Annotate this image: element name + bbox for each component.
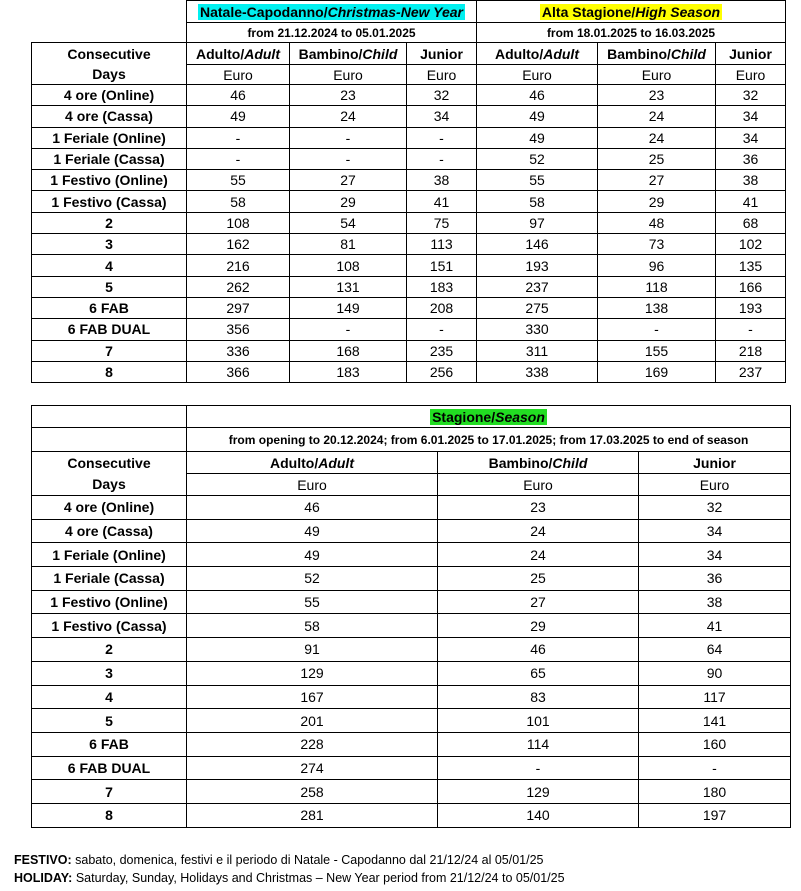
price-cell: 336	[187, 340, 290, 361]
price-cell: 58	[187, 614, 438, 638]
price-cell: 108	[187, 212, 290, 233]
row-label: 1 Feriale (Online)	[32, 127, 187, 148]
row-label: 3	[32, 661, 187, 685]
price-cell: 97	[477, 212, 598, 233]
period-high-season-dates: from 18.01.2025 to 16.03.2025	[477, 23, 786, 43]
price-cell: 275	[477, 297, 598, 318]
price-cell: 113	[407, 234, 477, 255]
price-cell: 201	[187, 709, 438, 733]
price-cell: 90	[639, 661, 791, 685]
table-row	[32, 85, 786, 106]
price-cell: 38	[716, 170, 786, 191]
price-cell: 75	[407, 212, 477, 233]
price-cell: 228	[187, 732, 438, 756]
price-table-season	[31, 405, 791, 828]
col-child: Bambino/Child	[598, 43, 716, 65]
table-row	[32, 297, 786, 318]
price-cell: 41	[716, 191, 786, 212]
row-label: 1 Festivo (Cassa)	[32, 614, 187, 638]
table-row	[32, 276, 786, 297]
price-cell: 162	[187, 234, 290, 255]
table-row	[32, 709, 791, 733]
col-adult: Adulto/Adult	[187, 452, 438, 474]
table-row	[32, 732, 791, 756]
price-cell: 338	[477, 361, 598, 382]
price-cell: -	[187, 148, 290, 169]
price-cell: 36	[639, 567, 791, 591]
currency-label: Euro	[290, 65, 407, 85]
price-cell: -	[407, 319, 477, 340]
col-child: Bambino/Child	[290, 43, 407, 65]
price-cell: 58	[477, 191, 598, 212]
table-row	[32, 519, 791, 543]
price-cell: 49	[187, 543, 438, 567]
price-cell: 108	[290, 255, 407, 276]
price-cell: 193	[716, 297, 786, 318]
price-cell: 38	[407, 170, 477, 191]
price-cell: -	[407, 127, 477, 148]
table-row	[32, 496, 791, 520]
table-row	[32, 191, 786, 212]
price-cell: 46	[187, 496, 438, 520]
price-cell: -	[290, 148, 407, 169]
price-cell: 180	[639, 780, 791, 804]
row-label: 2	[32, 212, 187, 233]
price-cell: 49	[477, 106, 598, 127]
price-cell: 118	[598, 276, 716, 297]
price-cell: 160	[639, 732, 791, 756]
period-season-dates: from opening to 20.12.2024; from 6.01.2025 to 17.01.2025; from 17.03.2025 to end of season	[187, 428, 791, 452]
price-cell: 41	[639, 614, 791, 638]
period-christmas-dates: from 21.12.2024 to 05.01.2025	[187, 23, 477, 43]
row-label: 7	[32, 340, 187, 361]
table-row	[32, 638, 791, 662]
price-cell: 46	[187, 85, 290, 106]
price-cell: 155	[598, 340, 716, 361]
table-row	[32, 590, 791, 614]
table-row	[32, 614, 791, 638]
row-label: 1 Festivo (Online)	[32, 170, 187, 191]
price-cell: 64	[639, 638, 791, 662]
price-cell: 151	[407, 255, 477, 276]
price-cell: 146	[477, 234, 598, 255]
row-label: 5	[32, 276, 187, 297]
price-cell: 46	[438, 638, 639, 662]
price-cell: 46	[477, 85, 598, 106]
period-season-header: Stagione/Season	[187, 406, 791, 428]
price-cell: 281	[187, 803, 438, 827]
price-cell: 55	[477, 170, 598, 191]
price-cell: 129	[438, 780, 639, 804]
price-cell: -	[438, 756, 639, 780]
price-cell: 149	[290, 297, 407, 318]
price-cell: 41	[407, 191, 477, 212]
price-cell: 55	[187, 590, 438, 614]
price-cell: 166	[716, 276, 786, 297]
price-cell: 167	[187, 685, 438, 709]
row-label: 4 ore (Online)	[32, 496, 187, 520]
price-cell: -	[290, 127, 407, 148]
col-child: Bambino/Child	[438, 452, 639, 474]
price-cell: 262	[187, 276, 290, 297]
price-cell: 68	[716, 212, 786, 233]
col-adult: Adulto/Adult	[477, 43, 598, 65]
price-cell: 48	[598, 212, 716, 233]
price-cell: 129	[187, 661, 438, 685]
price-cell: 96	[598, 255, 716, 276]
row-label: 4 ore (Cassa)	[32, 106, 187, 127]
price-cell: 114	[438, 732, 639, 756]
table-row	[32, 255, 786, 276]
col-junior: Junior	[639, 452, 791, 474]
table-row	[32, 567, 791, 591]
price-cell: 24	[438, 543, 639, 567]
row-label: 4	[32, 255, 187, 276]
price-cell: 117	[639, 685, 791, 709]
table-row	[32, 543, 791, 567]
price-cell: 58	[187, 191, 290, 212]
price-cell: 25	[598, 148, 716, 169]
row-label: 4 ore (Cassa)	[32, 519, 187, 543]
price-cell: 102	[716, 234, 786, 255]
currency-label: Euro	[639, 474, 791, 496]
currency-label: Euro	[716, 65, 786, 85]
currency-label: Euro	[477, 65, 598, 85]
price-cell: 55	[187, 170, 290, 191]
price-cell: 193	[477, 255, 598, 276]
row-label: 1 Festivo (Cassa)	[32, 191, 187, 212]
price-cell: 216	[187, 255, 290, 276]
price-cell: 168	[290, 340, 407, 361]
price-cell: 24	[438, 519, 639, 543]
table-row	[32, 780, 791, 804]
period-high-season-header: Alta Stagione/High Season	[477, 1, 786, 23]
price-cell: 29	[438, 614, 639, 638]
price-cell: 141	[639, 709, 791, 733]
price-cell: 183	[407, 276, 477, 297]
price-cell: 23	[598, 85, 716, 106]
row-label: 1 Feriale (Cassa)	[32, 567, 187, 591]
price-cell: 54	[290, 212, 407, 233]
price-cell: 140	[438, 803, 639, 827]
price-cell: 34	[716, 106, 786, 127]
price-cell: 34	[716, 127, 786, 148]
table-row	[32, 234, 786, 255]
price-cell: 135	[716, 255, 786, 276]
row-label: 3	[32, 234, 187, 255]
currency-label: Euro	[187, 65, 290, 85]
row-label: 6 FAB	[32, 297, 187, 318]
price-cell: 256	[407, 361, 477, 382]
price-cell: 311	[477, 340, 598, 361]
price-cell: 81	[290, 234, 407, 255]
table-row	[32, 661, 791, 685]
price-cell: 34	[639, 543, 791, 567]
price-cell: 73	[598, 234, 716, 255]
price-cell: -	[407, 148, 477, 169]
price-cell: 218	[716, 340, 786, 361]
price-rows	[32, 496, 791, 828]
price-cell: 101	[438, 709, 639, 733]
table-row	[32, 106, 786, 127]
row-label: 8	[32, 361, 187, 382]
price-cell: 32	[716, 85, 786, 106]
table-row	[32, 361, 786, 382]
price-rows	[32, 85, 786, 383]
price-cell: 183	[290, 361, 407, 382]
row-label: 5	[32, 709, 187, 733]
price-cell: 83	[438, 685, 639, 709]
price-cell: 24	[598, 106, 716, 127]
days-header: Consecutive Days	[32, 43, 187, 85]
price-cell: 237	[716, 361, 786, 382]
price-cell: 38	[639, 590, 791, 614]
table-row	[32, 803, 791, 827]
price-cell: 49	[187, 519, 438, 543]
price-cell: 52	[187, 567, 438, 591]
row-label: 1 Feriale (Cassa)	[32, 148, 187, 169]
price-cell: 138	[598, 297, 716, 318]
col-junior: Junior	[716, 43, 786, 65]
row-label: 2	[32, 638, 187, 662]
row-label: 6 FAB DUAL	[32, 319, 187, 340]
currency-label: Euro	[407, 65, 477, 85]
currency-label: Euro	[598, 65, 716, 85]
price-cell: 23	[438, 496, 639, 520]
table-row	[32, 212, 786, 233]
row-label: 7	[32, 780, 187, 804]
row-label: 1 Festivo (Online)	[32, 590, 187, 614]
price-cell: 297	[187, 297, 290, 318]
price-cell: 36	[716, 148, 786, 169]
col-junior: Junior	[407, 43, 477, 65]
row-label: 4 ore (Online)	[32, 85, 187, 106]
days-header: Consecutive Days	[32, 452, 187, 496]
row-label: 8	[32, 803, 187, 827]
price-cell: 27	[290, 170, 407, 191]
price-cell: 24	[290, 106, 407, 127]
price-cell: 32	[639, 496, 791, 520]
table-row	[32, 340, 786, 361]
price-cell: 274	[187, 756, 438, 780]
price-cell: 23	[290, 85, 407, 106]
price-cell: 49	[477, 127, 598, 148]
table-row	[32, 148, 786, 169]
price-cell: 27	[598, 170, 716, 191]
table-row	[32, 685, 791, 709]
row-label: 6 FAB	[32, 732, 187, 756]
price-cell: 356	[187, 319, 290, 340]
footnote-english: HOLIDAY: Saturday, Sunday, Holidays and Christmas – New Year period from 21/12/24 to 05/01/25	[14, 871, 565, 885]
price-cell: 65	[438, 661, 639, 685]
row-label: 4	[32, 685, 187, 709]
period-christmas-header: Natale-Capodanno/Christmas-New Year	[187, 1, 477, 23]
price-cell: -	[290, 319, 407, 340]
currency-label: Euro	[187, 474, 438, 496]
price-cell: 32	[407, 85, 477, 106]
row-label: 6 FAB DUAL	[32, 756, 187, 780]
price-cell: 34	[639, 519, 791, 543]
col-adult: Adulto/Adult	[187, 43, 290, 65]
price-cell: 235	[407, 340, 477, 361]
table-row	[32, 756, 791, 780]
price-cell: 330	[477, 319, 598, 340]
price-cell: -	[716, 319, 786, 340]
price-cell: -	[639, 756, 791, 780]
price-cell: -	[187, 127, 290, 148]
price-cell: 366	[187, 361, 290, 382]
row-label: 1 Feriale (Online)	[32, 543, 187, 567]
price-cell: 169	[598, 361, 716, 382]
table-row	[32, 319, 786, 340]
price-cell: 91	[187, 638, 438, 662]
price-cell: 258	[187, 780, 438, 804]
price-cell: 27	[438, 590, 639, 614]
currency-label: Euro	[438, 474, 639, 496]
footnote-italian: FESTIVO: sabato, domenica, festivi e il periodo di Natale - Capodanno dal 21/12/24 al 05/01/25	[14, 853, 544, 867]
price-cell: 197	[639, 803, 791, 827]
table-row	[32, 127, 786, 148]
table-row	[32, 170, 786, 191]
price-cell: 29	[290, 191, 407, 212]
price-cell: 49	[187, 106, 290, 127]
price-cell: 208	[407, 297, 477, 318]
price-cell: 34	[407, 106, 477, 127]
price-cell: 131	[290, 276, 407, 297]
price-table-winter-high	[31, 0, 786, 383]
price-cell: 29	[598, 191, 716, 212]
price-cell: 237	[477, 276, 598, 297]
price-cell: -	[598, 319, 716, 340]
price-cell: 24	[598, 127, 716, 148]
price-cell: 25	[438, 567, 639, 591]
price-cell: 52	[477, 148, 598, 169]
